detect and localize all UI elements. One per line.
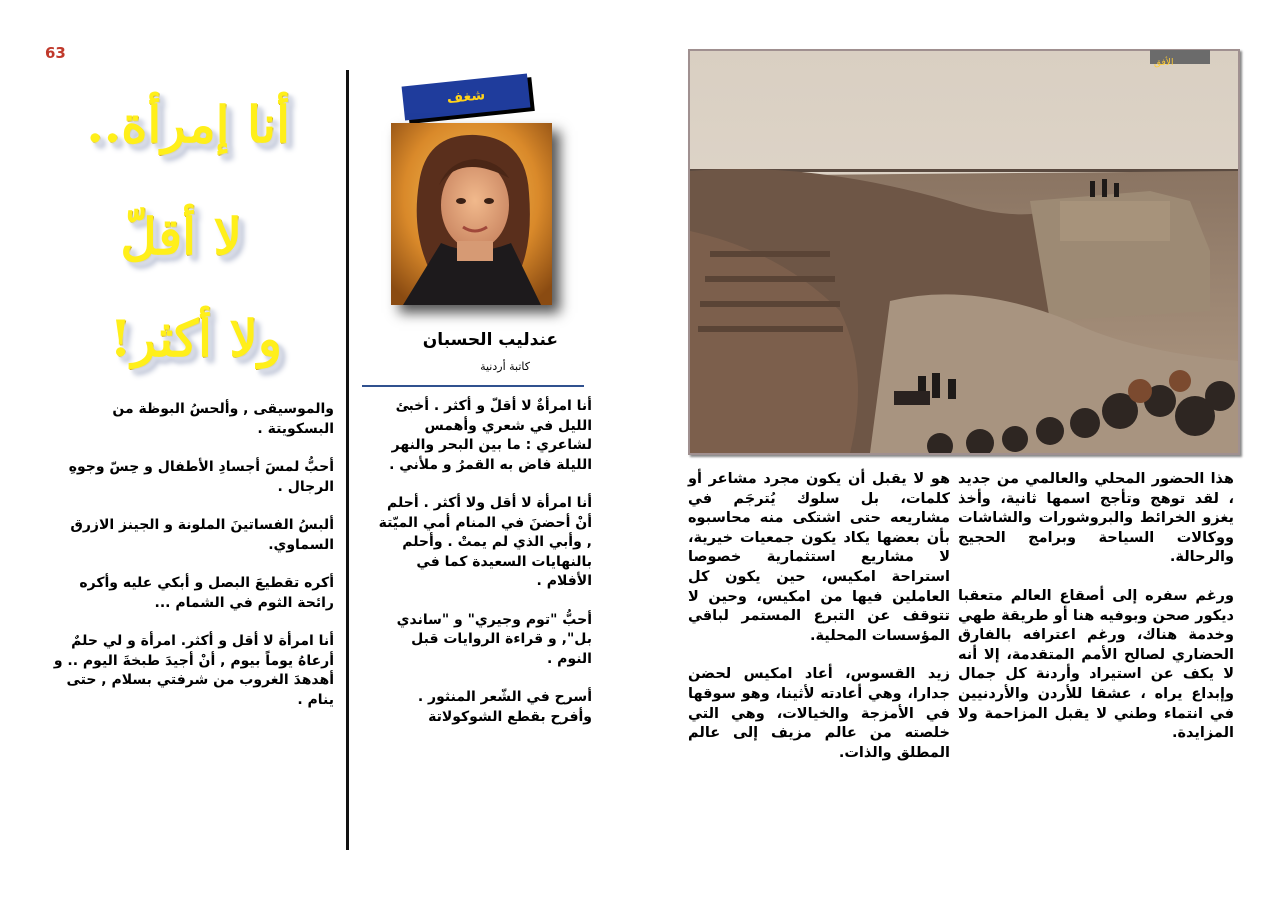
article-paragraph: زيد القسوس، أعاد امكيس لحضن جدارا، وهي أعادته لأثينا، وهو سوقها في الأمزجة والخيالات، وهي التي خلصته من عالم مزيف إلى عالم المطلق والذات. — [688, 666, 950, 761]
poem-stanza: والموسيقى , وألحسُ البوظة من البسكويتة . — [112, 401, 334, 437]
poem-stanza: ألبسُ الفساتينَ الملونة و الجينز الازرق السماوي. — [70, 517, 334, 553]
magazine-logo — [1150, 50, 1210, 68]
section-tag: شغف — [446, 87, 486, 107]
article-title — [70, 95, 290, 395]
poem-column-left — [52, 400, 334, 729]
section-ribbon — [402, 74, 531, 121]
page-number-left: 63 — [45, 44, 66, 62]
article-paragraph: هذا الحضور المحلي والعالمي من جديد ، لقد توهج وتأجج اسمها ثانية، وأخذ يغزو الخرائط والبروشورات والشاشات ووكالات السياحة وبرامج الحجيج والرحالة. — [958, 471, 1234, 566]
article-paragraph: ورغم سفره إلى أصقاع العالم متعقبا ديكور صحن وبوفيه هنا أو طريقة طهي وخدمة هناك، ورغم اعترافه بالفارق الحضاري لصالح الأمم المتقدمة، إلا أنه لا يكف عن استيراد وأردنة كل جمال وإبداع يراه ، عشقا للأردن والأردنيين في انتماء وطني لا يقبل المزاحمة ولا المزايدة. — [958, 587, 1234, 742]
poem-stanza: أنا امرأة لا أقل و أكثر. امرأة و لي حلمٌ أرعاهُ يوماً بيوم , أنْ أجيدَ طبخةَ اليوم .. و أهدهدَ الغروب من شرفتي بسلام , حتى ينام . — [53, 633, 334, 708]
article-column-right — [958, 470, 1234, 763]
amphitheater-photo — [688, 49, 1240, 455]
portrait-image — [391, 123, 552, 305]
title-line-3: ولا أكثر! — [109, 309, 282, 368]
article-paragraph: هو لا يقبل أن يكون مجرد مشاعر أو كلمات، بل سلوك يُترجَم في مشاريعه حتى اشتكى منه محاسبوه بأن بعضها يكاد يكون جمعيات خيرية، لا مشاريع استثمارية خصوصا استراحة امكيس، حين يكون كل العاملين فيها من امكيس، وحين لا تتوقف عن التبرع المستمر لباقي المؤسسات المحلية. — [688, 471, 950, 644]
poem-stanza: أنا امرأةٌ لا أقلّ و أكثر . أخبئ الليل في شعري وأهمس لشاعري : ما بين البحر والنهر الليلة فاض به القمرُ و ملأني . — [389, 398, 592, 473]
poem-stanza: أسرح في الشّعر المنثور . وأفرح بقطع الشوكولاتة — [417, 689, 592, 725]
logo-text: الأفق — [1154, 58, 1174, 68]
poem-stanza: أحبُّ "توم وجيري" و "ساندي بل", و قراءة الروايات قبل النوم . — [396, 611, 592, 667]
poem-column-middle — [376, 397, 592, 746]
poem-stanza: أحبُّ لمسَ أجسادِ الأطفال و حِسّ وجوهِ الرجال . — [68, 459, 334, 495]
column-divider — [346, 70, 349, 850]
title-line-2: لا أقلّ — [120, 207, 242, 266]
author-underline — [362, 385, 584, 387]
author-subtitle: كاتبة أردنية — [480, 360, 530, 373]
poem-stanza: أنا امرأة لا أقل ولا أكثر . أحلم أنْ أحضنَ في المنام أمي الميّتة , وأبي الذي لم يمتْ . وأحلم بالنهايات السعيدة كما في الأفلام . — [378, 495, 592, 589]
photo-image — [690, 51, 1238, 453]
poem-stanza: أكره تقطيعَ البصل و أبكي عليه وأكره رائحة الثوم في الشمام ... — [79, 575, 334, 611]
author-name: عندليب الحسبان — [422, 330, 558, 350]
article-column-left — [688, 470, 950, 782]
title-line-1: أنا إمرأة.. — [86, 95, 290, 154]
author-portrait — [391, 123, 552, 305]
